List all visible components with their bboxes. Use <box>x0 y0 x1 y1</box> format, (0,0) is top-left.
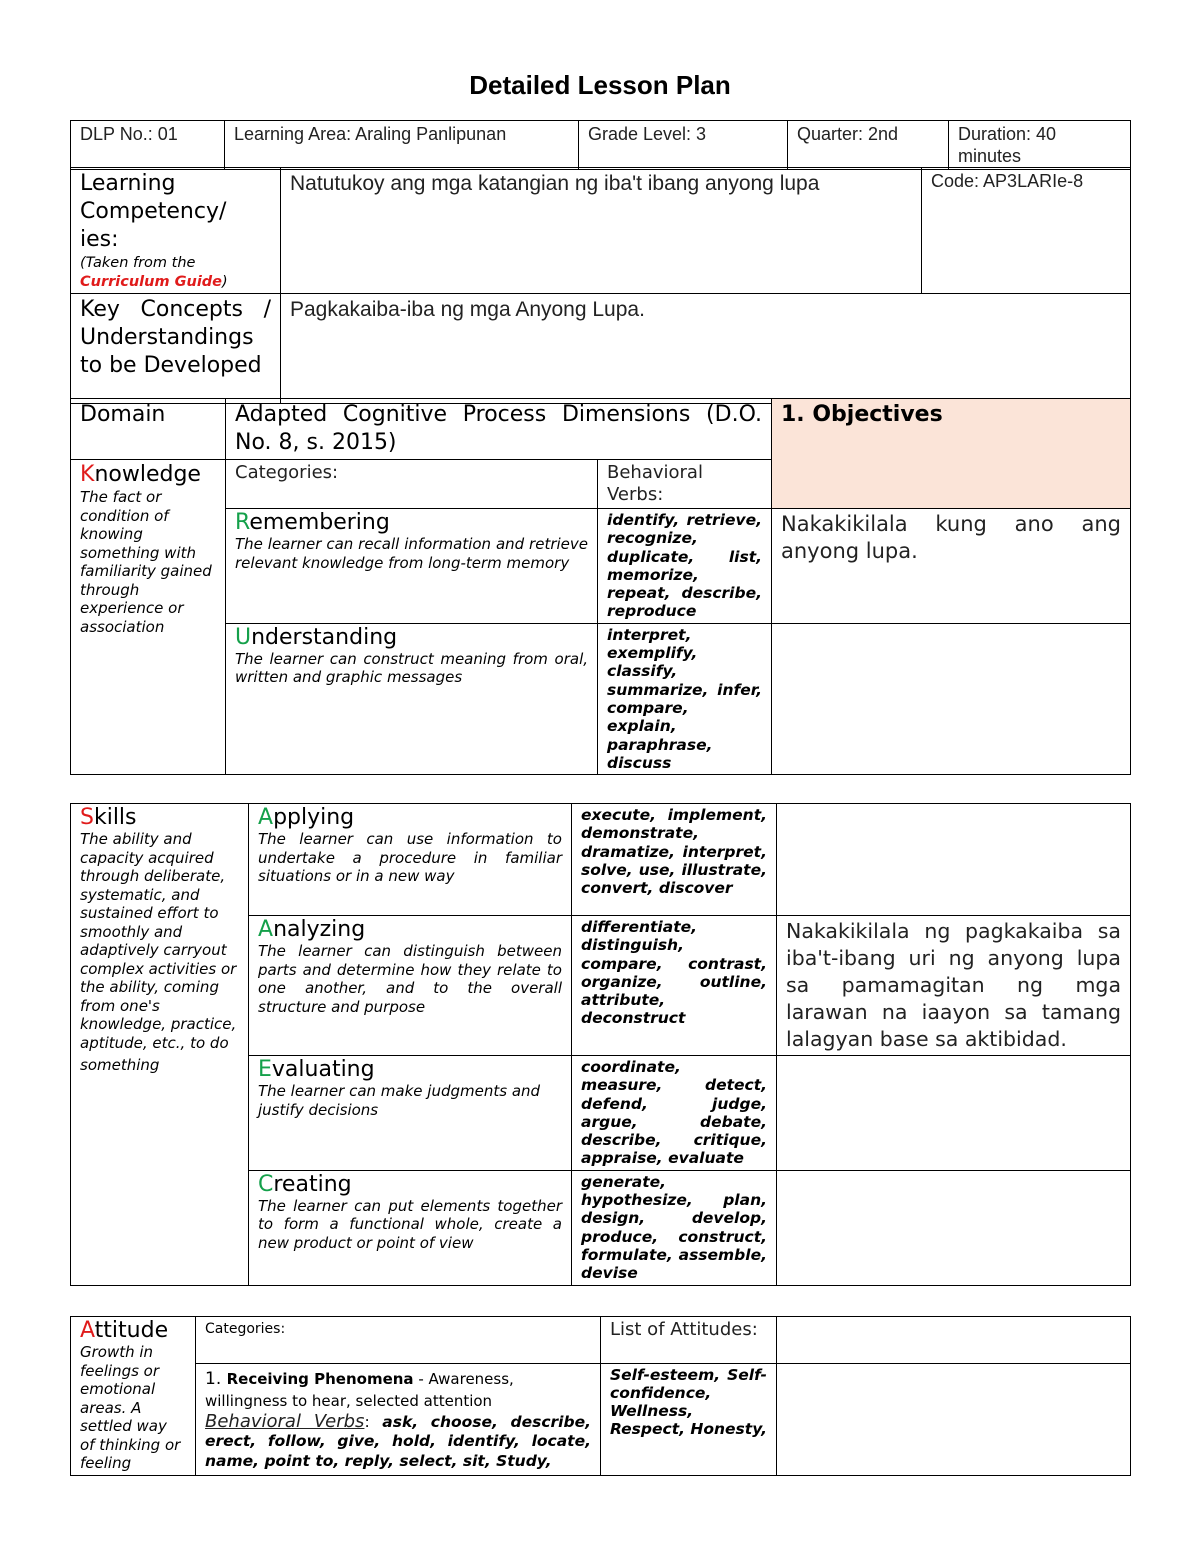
domain-label: Domain <box>71 399 226 460</box>
grade-level: Grade Level: 3 <box>579 121 788 170</box>
skills-table <box>70 803 1131 1286</box>
creating-objective <box>777 1170 1131 1285</box>
curriculum-note <box>80 254 271 291</box>
key-concepts-value: Pagkakaiba-iba ng mga Anyong Lupa. <box>281 294 1131 404</box>
understanding-heading <box>235 626 588 650</box>
curriculum-guide-link: Curriculum Guide <box>80 273 223 290</box>
evaluating-heading <box>258 1058 562 1082</box>
dlp-number: DLP No.: 01 <box>71 121 225 170</box>
attitudes-list: Self-esteem, Self-confidence, Wellness, Respect, Honesty, <box>601 1363 777 1475</box>
analyzing-objective: Nakakikilala ng pagkakaiba sa iba't-ibang uri ng anyong lupa sa pamamagitan ng mga larawan na iaayon sa tamang lalagyan base sa aktibidad. <box>777 916 1131 1056</box>
key-concepts-label: Key Concepts / Understandings to be Developed <box>71 294 281 404</box>
categories-label: Categories: <box>226 460 598 509</box>
creating-cell <box>249 1170 572 1285</box>
skills-cell <box>71 804 249 1286</box>
analyzing-cell <box>249 916 572 1056</box>
quarter: Quarter: 2nd <box>788 121 949 170</box>
evaluating-verbs: coordinate, measure, detect, defend, judge, argue, debate, describe, critique, appraise, evaluate <box>572 1056 777 1171</box>
applying-verbs: execute, implement, demonstrate, dramatize, interpret, solve, use, illustrate, convert, discover <box>572 804 777 916</box>
knowledge-table <box>70 398 1131 775</box>
skills-initial: S <box>80 805 94 830</box>
evaluating-rest: valuating <box>271 1057 375 1082</box>
receiving-number: 1. <box>205 1368 227 1389</box>
header-table <box>70 120 1131 170</box>
knowledge-desc: The fact or condition of knowing something with familiarity gained through experience or association <box>80 488 212 636</box>
evaluating-initial: E <box>258 1057 272 1082</box>
analyzing-verbs: differentiate, distinguish, compare, contrast, organize, outline, attribute, deconstruct <box>572 916 777 1056</box>
analyzing-rest: nalyzing <box>273 917 366 942</box>
remembering-cell <box>226 509 598 624</box>
understanding-desc: The learner can construct meaning from oral, written and graphic messages <box>235 649 588 687</box>
receiving-verbs <box>205 1412 591 1472</box>
knowledge-initial: K <box>80 462 95 487</box>
remembering-heading <box>235 511 588 535</box>
evaluating-objective <box>777 1056 1131 1171</box>
behavioral-verbs-underlined: Behavioral Verbs <box>205 1410 365 1432</box>
evaluating-desc: The learner can make judgments and justify decisions <box>258 1082 541 1119</box>
adapted-dimensions: Adapted Cognitive Process Dimensions (D.O. No. 8, s. 2015) <box>226 399 772 460</box>
skills-heading <box>80 806 239 830</box>
remembering-verbs: identify, retrieve, recognize, duplicate, list, memorize, repeat, describe, reproduce <box>598 509 772 624</box>
understanding-rest: nderstanding <box>251 624 398 650</box>
bv-verbs: ask, choose, describe, erect, follow, give, hold, identify, locate, name, point to, reply, select, sit, Study, <box>205 1412 591 1470</box>
applying-rest: pplying <box>273 805 355 830</box>
attitude-initial: A <box>80 1318 95 1343</box>
remembering-rest: emembering <box>249 510 390 535</box>
analyzing-initial: A <box>258 917 274 942</box>
applying-initial: A <box>258 805 274 830</box>
attitude-heading <box>80 1319 186 1343</box>
page-title: Detailed Lesson Plan <box>469 70 731 100</box>
learning-area: Learning Area: Araling Panlipunan <box>225 121 579 170</box>
attitude-table <box>70 1316 1131 1476</box>
creating-rest: reating <box>273 1171 352 1197</box>
competency-label-cell <box>71 168 281 294</box>
bv-colon: : <box>364 1412 370 1431</box>
creating-initial: C <box>258 1171 274 1197</box>
skills-desc: The ability and capacity acquired through deliberate, systematic, and sustained effort to smoothly and adaptively carryout complex activities or the ability, coming from one's knowledge, practice, aptitude, etc., to do <box>80 830 237 1052</box>
evaluating-cell <box>249 1056 572 1171</box>
analyzing-desc: The learner can distinguish between parts and determine how they relate to one another, and to the overall structure and purpose <box>258 942 562 1016</box>
creating-heading <box>258 1173 562 1197</box>
understanding-verbs: interpret, exemplify, classify, summarize, infer, compare, explain, paraphrase, discuss <box>598 623 772 774</box>
remembering-initial: R <box>235 510 250 535</box>
attitudes-list-label: List of Attitudes: <box>601 1317 777 1364</box>
knowledge-rest: nowledge <box>94 462 201 487</box>
curriculum-note-post: ) <box>222 273 228 290</box>
applying-objective <box>777 804 1131 916</box>
knowledge-cell <box>71 460 226 775</box>
receiving-phenomena <box>205 1368 591 1412</box>
creating-desc: The learner can put elements together to form a functional whole, create a new product or point of view <box>258 1196 562 1252</box>
receiving-title: Receiving Phenomena <box>226 1369 414 1388</box>
competency-code: Code: AP3LARIe-8 <box>922 168 1131 294</box>
competency-label: Learning Competency/ ies: <box>80 171 227 252</box>
understanding-initial: U <box>235 624 252 650</box>
attitude-cell <box>71 1317 196 1476</box>
attitude-categories-label: Categories: <box>196 1317 601 1364</box>
remembering-desc: The learner can recall information and retrieve relevant knowledge from long-term memory <box>235 535 588 572</box>
receiving-phenomena-cell <box>196 1363 601 1475</box>
objectives-header: 1. Objectives <box>772 399 1131 509</box>
remembering-objective: Nakakikilala kung ano ang anyong lupa. <box>772 509 1131 624</box>
behavioral-verbs-label: Behavioral Verbs: <box>598 460 772 509</box>
attitude-desc: Growth in feelings or emotional areas. A settled way of thinking or feeling <box>80 1343 181 1472</box>
applying-cell <box>249 804 572 916</box>
skills-desc-tail: something <box>80 1056 160 1074</box>
attitude-objective-header <box>777 1317 1131 1364</box>
applying-heading <box>258 806 562 830</box>
knowledge-heading <box>80 462 216 488</box>
curriculum-note-pre: (Taken from the <box>80 255 196 271</box>
understanding-objective <box>772 623 1131 774</box>
understanding-cell <box>226 623 598 774</box>
attitude-rest: ttitude <box>94 1318 169 1343</box>
applying-desc: The learner can use information to undertake a procedure in familiar situations or in a new way <box>258 830 562 885</box>
creating-verbs: generate, hypothesize, plan, design, develop, produce, construct, formulate, assemble, devise <box>572 1170 777 1285</box>
skills-rest: kills <box>93 805 137 830</box>
receiving-desc: - Awareness, willingness to hear, selected attention <box>205 1369 514 1410</box>
analyzing-heading <box>258 918 562 942</box>
attitude-objective <box>777 1363 1131 1475</box>
competency-value: Natutukoy ang mga katangian ng iba't ibang anyong lupa <box>281 168 922 294</box>
competency-table <box>70 167 1131 404</box>
duration: Duration: 40 minutes <box>949 121 1131 170</box>
